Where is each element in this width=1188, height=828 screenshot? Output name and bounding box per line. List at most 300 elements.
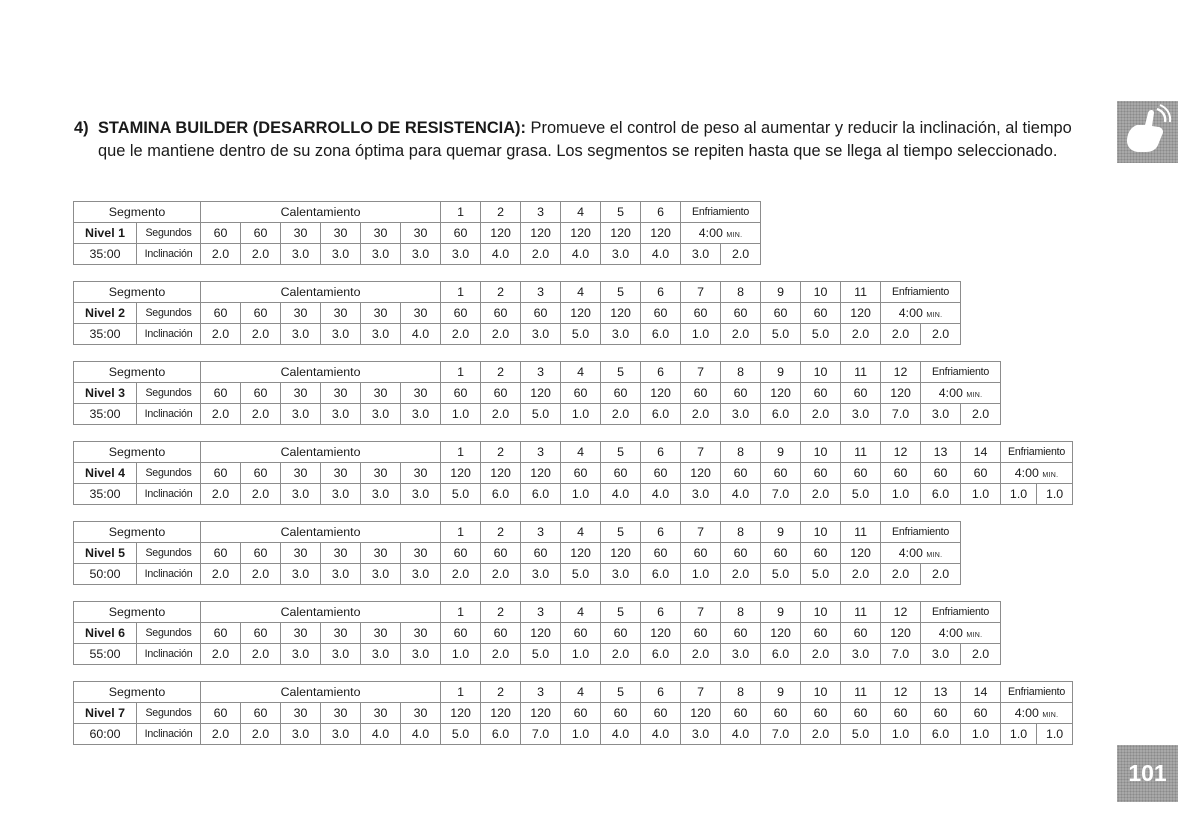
- warmup-incline: 4.0: [401, 324, 441, 345]
- header-row: [74, 522, 961, 543]
- segment-number: 8: [721, 282, 761, 303]
- program-time: 35:00: [74, 484, 137, 505]
- warmup-seconds: 60: [201, 623, 241, 644]
- seconds-row: [74, 223, 761, 244]
- segment-header: Segmento: [74, 682, 201, 703]
- incline-row: [74, 404, 1001, 425]
- warmup-seconds: 30: [281, 303, 321, 324]
- cooldown-incline: 1.0: [1001, 484, 1037, 505]
- warmup-seconds: 30: [321, 543, 361, 564]
- warmup-seconds: 30: [361, 703, 401, 724]
- segment-seconds: 120: [521, 623, 561, 644]
- segment-seconds: 60: [761, 463, 801, 484]
- warmup-seconds: 30: [281, 223, 321, 244]
- segment-incline: 2.0: [601, 404, 641, 425]
- warmup-seconds: 60: [201, 703, 241, 724]
- segment-incline: 5.0: [841, 724, 881, 745]
- segment-seconds: 60: [681, 543, 721, 564]
- segment-incline: 3.0: [721, 404, 761, 425]
- segment-seconds: 60: [841, 703, 881, 724]
- header-row: [74, 282, 961, 303]
- segment-seconds: 120: [641, 623, 681, 644]
- warmup-incline: 3.0: [401, 404, 441, 425]
- hand-pointer-icon: [1117, 101, 1178, 163]
- segment-incline: 2.0: [681, 644, 721, 665]
- segment-incline: 5.0: [841, 484, 881, 505]
- segment-incline: 5.0: [561, 324, 601, 345]
- warmup-seconds: 30: [361, 623, 401, 644]
- warmup-incline: 3.0: [401, 644, 441, 665]
- segment-incline: 3.0: [681, 724, 721, 745]
- segment-number: 10: [801, 362, 841, 383]
- segment-number: 2: [481, 202, 521, 223]
- segment-seconds: 60: [681, 303, 721, 324]
- warmup-incline: 3.0: [401, 244, 441, 265]
- segment-seconds: 60: [921, 463, 961, 484]
- warmup-seconds: 30: [361, 303, 401, 324]
- warmup-header: Calentamiento: [201, 362, 441, 383]
- segment-seconds: 60: [441, 543, 481, 564]
- segment-incline: 5.0: [761, 324, 801, 345]
- segment-incline: 5.0: [441, 484, 481, 505]
- cooldown-incline: 3.0: [681, 244, 721, 265]
- segment-incline: 3.0: [841, 644, 881, 665]
- segment-incline: 3.0: [601, 564, 641, 585]
- warmup-seconds: 60: [241, 543, 281, 564]
- level-name: Nivel 1: [74, 223, 137, 244]
- segment-incline: 6.0: [761, 644, 801, 665]
- segment-seconds: 120: [641, 383, 681, 404]
- segment-number: 1: [441, 682, 481, 703]
- segment-seconds: 60: [681, 383, 721, 404]
- seconds-row: [74, 623, 1001, 644]
- segment-seconds: 120: [441, 703, 481, 724]
- level-name: Nivel 4: [74, 463, 137, 484]
- warmup-incline: 2.0: [201, 324, 241, 345]
- segment-incline: 7.0: [761, 724, 801, 745]
- segment-number: 7: [681, 602, 721, 623]
- warmup-header: Calentamiento: [201, 602, 441, 623]
- segment-number: 6: [641, 682, 681, 703]
- warmup-seconds: 30: [401, 463, 441, 484]
- segment-incline: 3.0: [441, 244, 481, 265]
- segment-seconds: 60: [721, 303, 761, 324]
- segment-incline: 3.0: [601, 244, 641, 265]
- warmup-incline: 3.0: [401, 484, 441, 505]
- segment-number: 5: [601, 442, 641, 463]
- incline-row: [74, 244, 761, 265]
- warmup-incline: 3.0: [361, 484, 401, 505]
- segment-seconds: 60: [641, 303, 681, 324]
- segment-seconds: 120: [641, 223, 681, 244]
- segment-incline: 2.0: [721, 324, 761, 345]
- warmup-header: Calentamiento: [201, 282, 441, 303]
- segment-incline: 1.0: [961, 724, 1001, 745]
- segment-number: 5: [601, 202, 641, 223]
- segment-incline: 2.0: [441, 324, 481, 345]
- cooldown-header: Enfriamiento: [921, 602, 1001, 623]
- warmup-seconds: 30: [401, 223, 441, 244]
- segment-number: 2: [481, 682, 521, 703]
- segment-number: 1: [441, 362, 481, 383]
- cooldown-incline: 1.0: [1001, 724, 1037, 745]
- warmup-header: Calentamiento: [201, 682, 441, 703]
- segment-seconds: 60: [801, 543, 841, 564]
- segment-number: 9: [761, 282, 801, 303]
- warmup-seconds: 30: [401, 543, 441, 564]
- segment-number: 9: [761, 602, 801, 623]
- segment-number: 7: [681, 362, 721, 383]
- segment-seconds: 60: [641, 543, 681, 564]
- segment-number: 2: [481, 522, 521, 543]
- segment-incline: 4.0: [481, 244, 521, 265]
- segment-number: 9: [761, 522, 801, 543]
- segment-number: 7: [681, 522, 721, 543]
- warmup-seconds: 30: [321, 623, 361, 644]
- segment-number: 4: [561, 522, 601, 543]
- segment-number: 4: [561, 202, 601, 223]
- incline-label: Inclinación: [137, 644, 201, 665]
- incline-row: [74, 484, 1073, 505]
- warmup-incline: 2.0: [241, 244, 281, 265]
- warmup-incline: 4.0: [401, 724, 441, 745]
- segment-incline: 2.0: [721, 564, 761, 585]
- segment-number: 1: [441, 202, 481, 223]
- intro-text: [98, 117, 1086, 162]
- segment-seconds: 120: [481, 703, 521, 724]
- cooldown-time: [921, 623, 1001, 644]
- segment-seconds: 60: [721, 703, 761, 724]
- segment-seconds: 60: [481, 383, 521, 404]
- segment-number: 11: [841, 522, 881, 543]
- incline-row: [74, 644, 1001, 665]
- warmup-incline: 2.0: [201, 644, 241, 665]
- segment-number: 5: [601, 282, 641, 303]
- warmup-seconds: 30: [281, 703, 321, 724]
- segment-seconds: 60: [561, 703, 601, 724]
- segment-incline: 3.0: [521, 324, 561, 345]
- cooldown-incline: 2.0: [961, 644, 1001, 665]
- segment-seconds: 60: [921, 703, 961, 724]
- segment-incline: 3.0: [721, 644, 761, 665]
- segment-incline: 7.0: [521, 724, 561, 745]
- level-name: Nivel 3: [74, 383, 137, 404]
- cooldown-incline: 1.0: [1037, 484, 1073, 505]
- segment-number: 5: [601, 522, 641, 543]
- warmup-incline: 3.0: [281, 324, 321, 345]
- segment-seconds: 60: [601, 383, 641, 404]
- cooldown-time-value: 4:00: [698, 226, 723, 240]
- segment-number: 1: [441, 442, 481, 463]
- segment-seconds: 60: [561, 383, 601, 404]
- segment-number: 10: [801, 522, 841, 543]
- segment-incline: 1.0: [441, 404, 481, 425]
- seconds-row: [74, 543, 961, 564]
- segment-seconds: 60: [961, 703, 1001, 724]
- warmup-seconds: 30: [321, 383, 361, 404]
- incline-row: [74, 724, 1073, 745]
- segment-incline: 6.0: [641, 644, 681, 665]
- warmup-seconds: 30: [401, 383, 441, 404]
- cooldown-incline: 2.0: [921, 324, 961, 345]
- segment-number: 2: [481, 282, 521, 303]
- segment-number: 6: [641, 202, 681, 223]
- segment-seconds: 120: [681, 703, 721, 724]
- cooldown-time-value: 4:00: [938, 626, 963, 640]
- segment-incline: 1.0: [961, 484, 1001, 505]
- segment-seconds: 60: [801, 383, 841, 404]
- segment-number: 11: [841, 602, 881, 623]
- warmup-seconds: 30: [281, 463, 321, 484]
- header-row: [74, 202, 761, 223]
- incline-label: Inclinación: [137, 724, 201, 745]
- segment-number: 13: [921, 442, 961, 463]
- segment-incline: 2.0: [481, 324, 521, 345]
- segment-number: 11: [841, 442, 881, 463]
- segment-number: 10: [801, 602, 841, 623]
- seconds-row: [74, 303, 961, 324]
- warmup-incline: 3.0: [321, 244, 361, 265]
- warmup-incline: 2.0: [241, 724, 281, 745]
- incline-label: Inclinación: [137, 404, 201, 425]
- segment-number: 8: [721, 362, 761, 383]
- cooldown-header: Enfriamiento: [881, 522, 961, 543]
- warmup-header: Calentamiento: [201, 442, 441, 463]
- warmup-seconds: 60: [241, 303, 281, 324]
- warmup-incline: 2.0: [201, 404, 241, 425]
- cooldown-incline: 2.0: [881, 564, 921, 585]
- cooldown-time-value: 4:00: [898, 306, 923, 320]
- segment-incline: 2.0: [681, 404, 721, 425]
- warmup-seconds: 30: [361, 383, 401, 404]
- segment-number: 14: [961, 682, 1001, 703]
- segment-number: 7: [681, 282, 721, 303]
- segment-incline: 1.0: [561, 404, 601, 425]
- segment-incline: 4.0: [601, 724, 641, 745]
- segment-incline: 6.0: [481, 484, 521, 505]
- segment-number: 6: [641, 602, 681, 623]
- segment-seconds: 120: [881, 383, 921, 404]
- segment-number: 10: [801, 442, 841, 463]
- segment-number: 10: [801, 682, 841, 703]
- segment-number: 3: [521, 682, 561, 703]
- segment-number: 3: [521, 522, 561, 543]
- warmup-incline: 3.0: [361, 564, 401, 585]
- segment-number: 1: [441, 602, 481, 623]
- level-name: Nivel 6: [74, 623, 137, 644]
- segment-seconds: 60: [801, 303, 841, 324]
- section-number: 4): [74, 119, 89, 137]
- segment-number: 8: [721, 682, 761, 703]
- segment-incline: 5.0: [441, 724, 481, 745]
- segment-seconds: 120: [481, 223, 521, 244]
- segment-seconds: 60: [481, 303, 521, 324]
- level-table: [73, 521, 961, 585]
- segment-seconds: 60: [881, 463, 921, 484]
- warmup-seconds: 30: [281, 543, 321, 564]
- warmup-incline: 3.0: [281, 724, 321, 745]
- seconds-label: Segundos: [137, 303, 201, 324]
- segment-seconds: 60: [441, 623, 481, 644]
- segment-header: Segmento: [74, 442, 201, 463]
- cooldown-incline: 3.0: [921, 404, 961, 425]
- cooldown-unit: MIN.: [966, 632, 983, 639]
- segment-seconds: 120: [561, 223, 601, 244]
- segment-seconds: 60: [721, 383, 761, 404]
- warmup-seconds: 60: [201, 223, 241, 244]
- seconds-label: Segundos: [137, 463, 201, 484]
- segment-incline: 6.0: [921, 484, 961, 505]
- segment-seconds: 60: [481, 543, 521, 564]
- cooldown-incline: 3.0: [921, 644, 961, 665]
- cooldown-time-value: 4:00: [1014, 466, 1039, 480]
- segment-incline: 2.0: [801, 724, 841, 745]
- warmup-seconds: 30: [401, 703, 441, 724]
- warmup-seconds: 60: [201, 463, 241, 484]
- segment-number: 1: [441, 522, 481, 543]
- warmup-seconds: 60: [201, 303, 241, 324]
- segment-number: 7: [681, 442, 721, 463]
- cooldown-time: [681, 223, 761, 244]
- segment-seconds: 60: [801, 703, 841, 724]
- segment-incline: 4.0: [721, 484, 761, 505]
- segment-incline: 1.0: [561, 724, 601, 745]
- warmup-incline: 3.0: [361, 324, 401, 345]
- segment-number: 9: [761, 442, 801, 463]
- warmup-seconds: 60: [241, 623, 281, 644]
- warmup-seconds: 60: [241, 703, 281, 724]
- segment-number: 11: [841, 282, 881, 303]
- segment-incline: 4.0: [641, 484, 681, 505]
- cooldown-time-value: 4:00: [938, 386, 963, 400]
- segment-incline: 1.0: [561, 644, 601, 665]
- warmup-incline: 3.0: [321, 404, 361, 425]
- warmup-seconds: 30: [361, 543, 401, 564]
- segment-seconds: 60: [481, 623, 521, 644]
- segment-incline: 3.0: [521, 564, 561, 585]
- segment-incline: 4.0: [561, 244, 601, 265]
- level-table: [73, 681, 1073, 745]
- warmup-incline: 3.0: [321, 484, 361, 505]
- incline-label: Inclinación: [137, 484, 201, 505]
- segment-seconds: 60: [801, 623, 841, 644]
- segment-seconds: 60: [601, 703, 641, 724]
- cooldown-time: [1001, 703, 1073, 724]
- program-tables: [73, 201, 1073, 761]
- segment-number: 12: [881, 682, 921, 703]
- segment-seconds: 120: [881, 623, 921, 644]
- warmup-seconds: 30: [401, 623, 441, 644]
- warmup-incline: 3.0: [321, 324, 361, 345]
- segment-number: 12: [881, 442, 921, 463]
- segment-seconds: 60: [881, 703, 921, 724]
- segment-incline: 2.0: [481, 404, 521, 425]
- cooldown-time: [1001, 463, 1073, 484]
- program-time: 35:00: [74, 324, 137, 345]
- incline-label: Inclinación: [137, 324, 201, 345]
- segment-number: 9: [761, 682, 801, 703]
- cooldown-unit: MIN.: [926, 552, 943, 559]
- segment-seconds: 120: [761, 383, 801, 404]
- segment-seconds: 60: [721, 623, 761, 644]
- level-table: [73, 361, 1001, 425]
- seconds-row: [74, 383, 1001, 404]
- cooldown-incline: 2.0: [961, 404, 1001, 425]
- segment-incline: 1.0: [681, 564, 721, 585]
- incline-row: [74, 564, 961, 585]
- cooldown-incline: 2.0: [921, 564, 961, 585]
- segment-seconds: 60: [681, 623, 721, 644]
- warmup-incline: 3.0: [401, 564, 441, 585]
- segment-incline: 4.0: [641, 244, 681, 265]
- segment-seconds: 120: [561, 303, 601, 324]
- warmup-seconds: 30: [321, 463, 361, 484]
- segment-seconds: 120: [761, 623, 801, 644]
- program-time: 35:00: [74, 404, 137, 425]
- segment-number: 4: [561, 362, 601, 383]
- cooldown-time: [921, 383, 1001, 404]
- segment-number: 8: [721, 522, 761, 543]
- segment-number: 11: [841, 362, 881, 383]
- segment-number: 9: [761, 362, 801, 383]
- segment-incline: 1.0: [561, 484, 601, 505]
- incline-row: [74, 324, 961, 345]
- segment-number: 8: [721, 602, 761, 623]
- warmup-incline: 3.0: [321, 564, 361, 585]
- warmup-incline: 3.0: [321, 644, 361, 665]
- warmup-seconds: 30: [321, 303, 361, 324]
- seconds-label: Segundos: [137, 623, 201, 644]
- level-name: Nivel 5: [74, 543, 137, 564]
- segment-incline: 2.0: [441, 564, 481, 585]
- seconds-label: Segundos: [137, 223, 201, 244]
- segment-incline: 6.0: [641, 564, 681, 585]
- segment-seconds: 60: [601, 463, 641, 484]
- segment-seconds: 60: [761, 303, 801, 324]
- segment-seconds: 60: [801, 463, 841, 484]
- segment-incline: 2.0: [841, 564, 881, 585]
- warmup-incline: 2.0: [201, 484, 241, 505]
- warmup-seconds: 30: [401, 303, 441, 324]
- warmup-incline: 3.0: [361, 244, 401, 265]
- level-name: Nivel 7: [74, 703, 137, 724]
- header-row: [74, 362, 1001, 383]
- side-tab: [1117, 101, 1178, 163]
- page-number: 101: [1117, 745, 1178, 802]
- segment-seconds: 120: [521, 463, 561, 484]
- segment-incline: 4.0: [721, 724, 761, 745]
- cooldown-header: Enfriamiento: [1001, 682, 1073, 703]
- cooldown-header: Enfriamiento: [1001, 442, 1073, 463]
- seconds-row: [74, 703, 1073, 724]
- warmup-incline: 2.0: [241, 484, 281, 505]
- segment-incline: 2.0: [601, 644, 641, 665]
- segment-incline: 6.0: [481, 724, 521, 745]
- level-table: [73, 201, 761, 265]
- segment-incline: 2.0: [801, 404, 841, 425]
- segment-seconds: 60: [561, 623, 601, 644]
- cooldown-unit: MIN.: [966, 392, 983, 399]
- segment-seconds: 60: [601, 623, 641, 644]
- segment-incline: 3.0: [841, 404, 881, 425]
- warmup-incline: 2.0: [241, 564, 281, 585]
- segment-seconds: 60: [721, 463, 761, 484]
- segment-header: Segmento: [74, 362, 201, 383]
- program-time: 60:00: [74, 724, 137, 745]
- incline-label: Inclinación: [137, 244, 201, 265]
- segment-incline: 6.0: [641, 324, 681, 345]
- warmup-incline: 4.0: [361, 724, 401, 745]
